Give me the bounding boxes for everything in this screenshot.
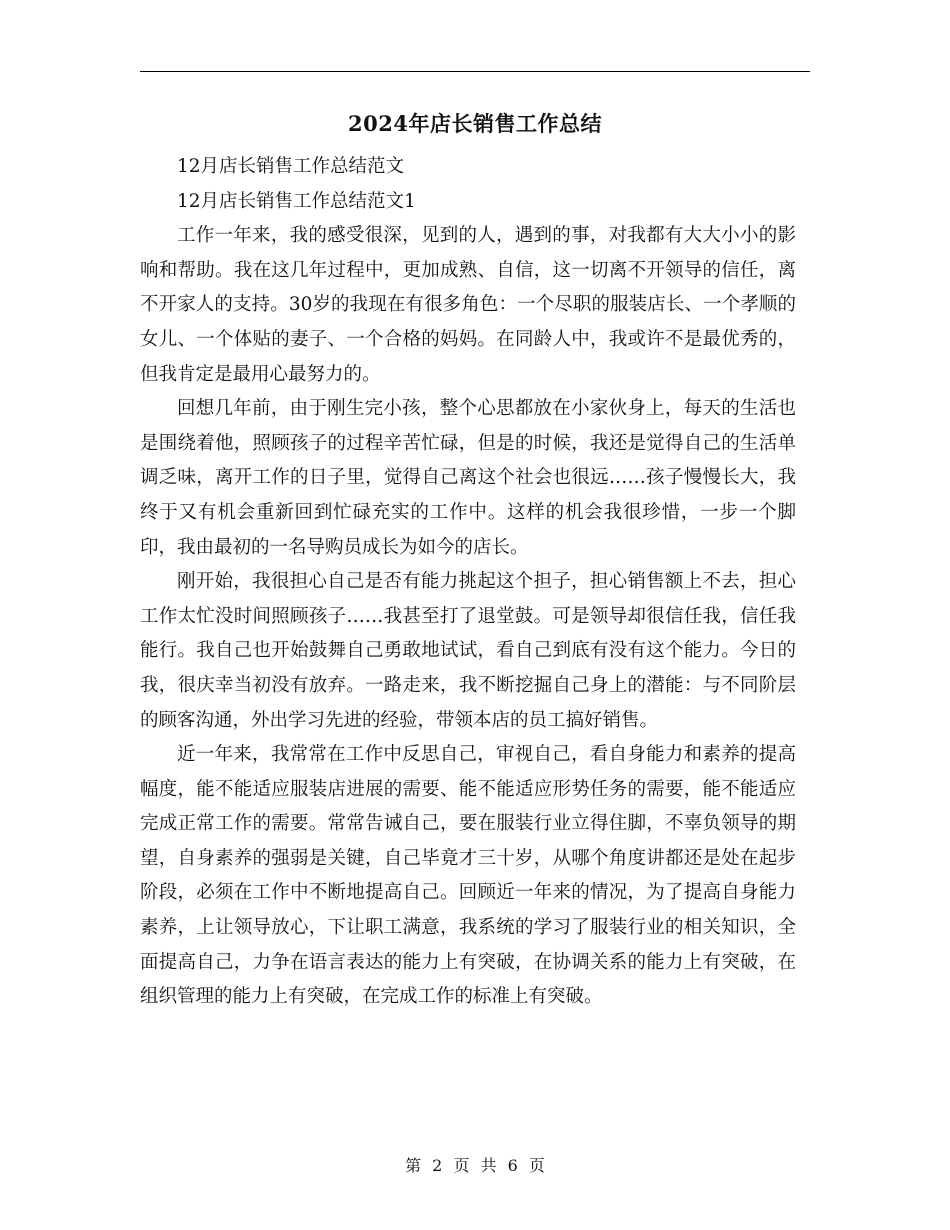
header-rule bbox=[140, 71, 810, 72]
document-body bbox=[140, 150, 796, 1015]
body-paragraph: 回想几年前，由于刚生完小孩，整个心思都放在小家伙身上，每天的生活也是围绕着他，照顾孩子的过程辛苦忙碌，但是的时候，我还是觉得自己的生活单调乏味，离开工作的日子里，觉得自己离这个社会也很远……孩子慢慢长大，我终于又有机会重新回到忙碌充实的工作中。这样的机会我很珍惜，一步一个脚印，我由最初的一名导购员成长为如今的店长。 bbox=[140, 398, 796, 558]
page-number-footer: 第 2 页 共 6 页 bbox=[405, 1156, 545, 1175]
body-paragraph: 工作一年来，我的感受很深，见到的人，遇到的事，对我都有大大小小的影响和帮助。我在这几年过程中，更加成熟、自信，这一切离不开领导的信任，离不开家人的支持。30岁的我现在有很多角色：一个尽职的服装店长、一个孝顺的女儿、一个体贴的妻子、一个合格的妈妈。在同龄人中，我或许不是最优秀的，但我肯定是最用心最努力的。 bbox=[140, 225, 796, 385]
body-paragraph: 刚开始，我很担心自己是否有能力挑起这个担子，担心销售额上不去，担心工作太忙没时间照顾孩子……我甚至打了退堂鼓。可是领导却很信任我，信任我能行。我自己也开始鼓舞自己勇敢地试试，看自己到底有没有这个能力。今日的我，很庆幸当初没有放弃。一路走来，我不断挖掘自己身上的潜能：与不同阶层的顾客沟通，外出学习先进的经验，带领本店的员工搞好销售。 bbox=[140, 571, 796, 731]
subtitle-line: 12月店长销售工作总结范文 bbox=[177, 156, 405, 177]
section-heading: 12月店长销售工作总结范文1 bbox=[177, 190, 416, 212]
body-paragraph: 近一年来，我常常在工作中反思自己，审视自己，看自身能力和素养的提高幅度，能不能适应服装店进展的需要、能不能适应形势任务的需要，能不能适应完成正常工作的需要。常常告诫自己，要在服装行业立得住脚，不辜负领导的期望，自身素养的强弱是关键，自己毕竟才三十岁，从哪个角度讲都还是处在起步阶段，必须在工作中不断地提高自己。回顾近一年来的情况，为了提高自身能力素养，上让领导放心，下让职工满意，我系统的学习了服装行业的相关知识，全面提高自己，力争在语言表达的能力上有突破，在协调关系的能力上有突破，在组织管理的能力上有突破，在完成工作的标准上有突破。 bbox=[140, 744, 796, 1008]
document-title: 2024年店长销售工作总结 bbox=[348, 111, 602, 136]
